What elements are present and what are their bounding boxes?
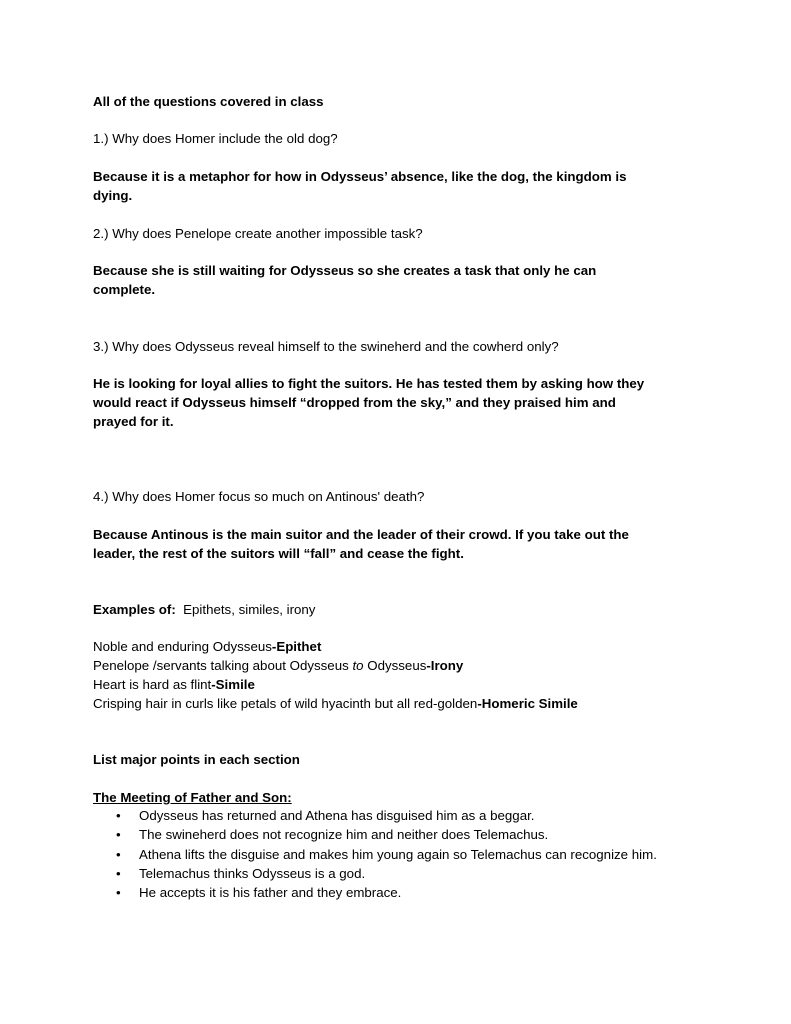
example-simile (93, 675, 713, 694)
example-text: Penelope /servants talking about Odysseus (93, 658, 353, 673)
answer-4-line-2: leader, the rest of the suitors will “fall” and cease the fight. (93, 546, 464, 561)
document-heading: All of the questions covered in class (93, 94, 324, 109)
list-heading: List major points in each section (93, 752, 300, 767)
example-text: Heart is hard as flint (93, 677, 212, 692)
question-4: 4.) Why does Homer focus so much on Antinous' death? (93, 489, 425, 504)
answer-3-line-3: prayed for it. (93, 414, 174, 429)
example-text: Crisping hair in curls like petals of wild hyacinth but all red-golden (93, 696, 478, 711)
example-type: -Simile (211, 677, 255, 692)
list-item: • The swineherd does not recognize him and neither does Telemachus. (93, 825, 657, 844)
section-title: The Meeting of Father and Son: (93, 790, 292, 805)
example-epithet (93, 637, 713, 656)
examples-label: Examples of: (93, 602, 176, 617)
example-type: -Irony (426, 658, 464, 673)
examples-topics: Epithets, similes, irony (183, 602, 316, 617)
answer-1-line-1: Because it is a metaphor for how in Odysseus’ absence, like the dog, the kingdom is (93, 169, 627, 184)
answer-4-line-1: Because Antinous is the main suitor and the leader of their crowd. If you take out the (93, 527, 629, 542)
example-text-after: Odysseus (363, 658, 427, 673)
question-2: 2.) Why does Penelope create another impossible task? (93, 226, 423, 241)
list-item: • Telemachus thinks Odysseus is a god. (93, 864, 657, 883)
section-bullet-list (93, 806, 657, 902)
example-text: Noble and enduring Odysseus (93, 639, 272, 654)
example-irony (93, 656, 713, 675)
list-item: • He accepts it is his father and they embrace. (93, 883, 657, 902)
list-item: • Athena lifts the disguise and makes him young again so Telemachus can recognize him. (93, 845, 657, 864)
example-type: -Homeric Simile (477, 696, 578, 711)
question-3: 3.) Why does Odysseus reveal himself to the swineherd and the cowherd only? (93, 339, 559, 354)
answer-1-line-2: dying. (93, 188, 133, 203)
example-homeric-simile (93, 694, 713, 713)
examples-heading (93, 600, 713, 619)
example-italic-word: to (352, 658, 364, 673)
question-1: 1.) Why does Homer include the old dog? (93, 131, 338, 146)
list-item: • Odysseus has returned and Athena has disguised him as a beggar. (93, 806, 657, 825)
answer-3-line-1: He is looking for loyal allies to fight the suitors. He has tested them by asking how they (93, 376, 645, 391)
answer-3-line-2: would react if Odysseus himself “dropped from the sky,” and they praised him and (93, 395, 616, 410)
answer-2-line-1: Because she is still waiting for Odysseus so she creates a task that only he can (93, 263, 597, 278)
answer-2-line-2: complete. (93, 282, 156, 297)
example-type: -Epithet (271, 639, 322, 654)
